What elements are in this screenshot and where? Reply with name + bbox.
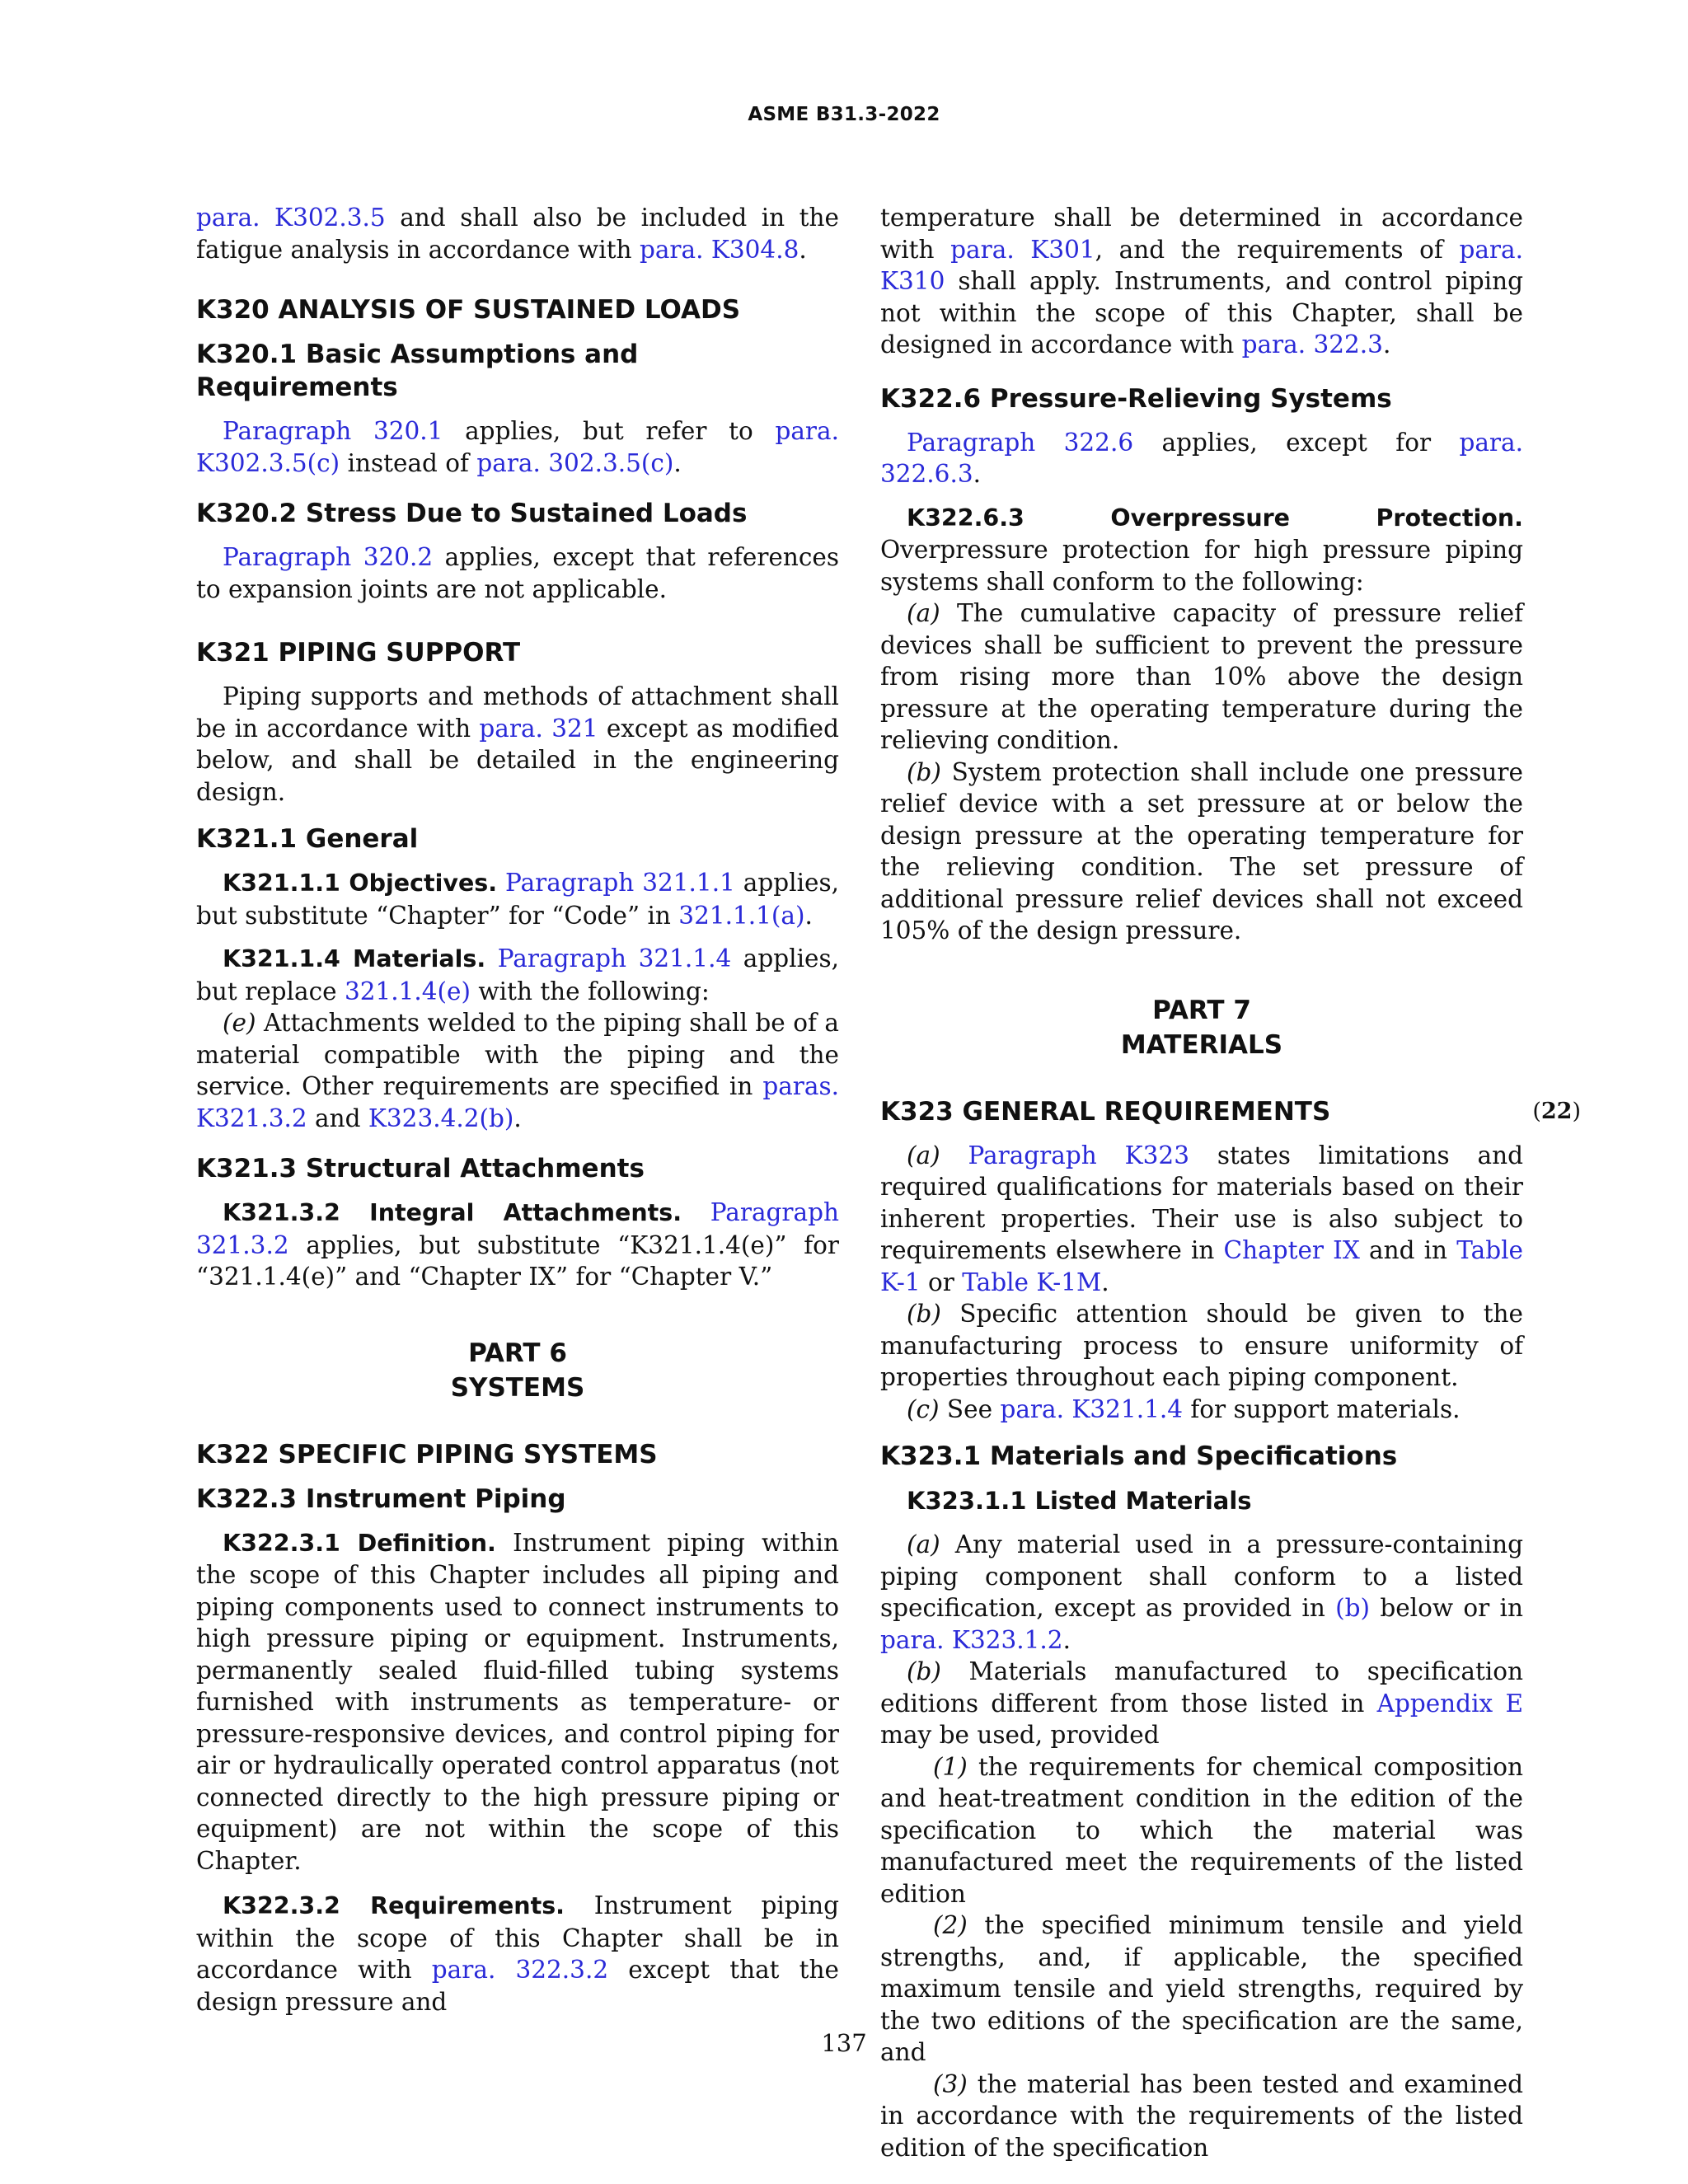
link-paragraph-k323[interactable]: Paragraph K323 [968, 1141, 1189, 1169]
heading-k322-3: K322.3 Instrument Piping [196, 1483, 566, 1514]
heading-k320-1: K320.1 Basic Assumptions and Requirements [196, 340, 639, 402]
heading-k321: K321 PIPING SUPPORT [196, 638, 521, 668]
paragraph-k322-6-3: K322.6.3 Overpressure Protection. Overpressure protection for high pressure piping systems shall conform to the following: [880, 504, 1523, 596]
link-para-k301[interactable]: para. K301 [950, 235, 1095, 264]
link-para-302-3-5c[interactable]: para. 302.3.5(c) [476, 448, 674, 477]
link-appendix-e[interactable]: Appendix E [1376, 1689, 1523, 1718]
link-para-k321-1-4[interactable]: para. K321.1.4 [1000, 1394, 1183, 1423]
link-paragraph-320-2[interactable]: Paragraph 320.2 [223, 543, 434, 571]
heading-k323-1: K323.1 Materials and Specifications [880, 1441, 1398, 1471]
link-paragraph-322-6[interactable]: Paragraph 322.6 [907, 428, 1134, 457]
paragraph-k323-1-1-a: (a) Any material used in a pressure-containing piping component shall conform to a listed specification, except as provided in (b) below or in para. K323.1.2. [880, 1530, 1523, 1654]
link-para-k304-8[interactable]: para. K304.8 [639, 235, 799, 264]
link-321-1-4e[interactable]: 321.1.4(e) [344, 977, 471, 1005]
link-para-k323-1-2[interactable]: para. K323.1.2 [880, 1625, 1063, 1654]
paragraph-k322-3-1: K322.3.1 Definition. Instrument piping within the scope of this Chapter includes all piping and piping components used to connect instruments to high pressure piping or equipment. Instruments, permanently sealed fluid-filled tubing systems furnished with instruments as temperature- or pressure-responsive devices, and control piping for air or hydraulically operated control apparatus (not connected directly to the high pressure piping or equipment) are not within the scope of this Chapter. [196, 1528, 839, 1875]
paragraph-k321-3-2: K321.3.2 Integral Attachments. Paragraph 321.3.2 applies, but substitute “K321.1.4(e)” for “321.1.4(e)” and “Chapter IX” for “Chapter V.” [196, 1198, 839, 1291]
running-header: ASME B31.3-2022 [748, 104, 940, 125]
heading-k321-1: K321.1 General [196, 824, 419, 854]
paragraph-k322-3-2: K322.3.2 Requirements. Instrument piping within the scope of this Chapter shall be in accordance with para. 322.3.2 except that the design pressure and [196, 1891, 839, 2016]
paragraph-k323-1-1-b: (b) Materials manufactured to specification editions different from those listed in Appendix E may be used, provided [880, 1657, 1523, 1749]
link-para-k302-3-5[interactable]: para. K302.3.5 [196, 204, 386, 232]
link-table-k-1m[interactable]: Table K-1M [962, 1268, 1102, 1296]
paragraph-k323-1-1-b-1: (1) the requirements for chemical composition and heat-treatment condition in the edition of the specification to which the material was manufactured meet the requirements of the listed edition [880, 1752, 1523, 1908]
link-paragraph-321-1-1[interactable]: Paragraph 321.1.1 [505, 869, 735, 897]
link-paragraph-321-3-2[interactable]: Paragraph 321.3.2 [196, 1198, 839, 1259]
heading-k323-1-1: K323.1.1 Listed Materials [907, 1487, 1252, 1515]
link-chapter-ix[interactable]: Chapter IX [1223, 1236, 1360, 1264]
link-para-322-3[interactable]: para. 322.3 [1241, 330, 1383, 359]
paragraph-k321: Piping supports and methods of attachment shall be in accordance with para. 321 except as modified below, and shall be detailed in the engineering design. [196, 682, 839, 806]
paragraph-k322-6-3-b: (b) System protection shall include one pressure relief device with a set pressure at or below the design pressure at the operating temperature for the relieving condition. The set pressure of additional pressure relief devices shall not exceed 105% of the design pressure. [880, 757, 1523, 944]
right-column [880, 202, 1581, 2163]
link-para-322-3-2[interactable]: para. 322.3.2 [431, 1956, 609, 1984]
continuation-paragraph: temperature shall be determined in accordance with para. K301, and the requirements of para. K310 shall apply. Instruments, and control piping not within the scope of this Chapter, shall be designed in accordance with para. 322.3. [880, 204, 1523, 359]
link-para-321[interactable]: para. 321 [479, 714, 598, 743]
link-para-322-6-3[interactable]: para. 322.6.3 [880, 428, 1523, 488]
link-321-1-1a[interactable]: 321.1.1(a) [678, 901, 805, 930]
link-paragraph-321-1-4[interactable]: Paragraph 321.1.4 [497, 944, 732, 972]
left-column [196, 202, 839, 2018]
paragraph-k321-1-4-e: (e) Attachments welded to the piping shall be of a material compatible with the piping and the service. Other requirements are specified in paras. K321.3.2 and K323.4.2(b). [196, 1009, 839, 1132]
paragraph-k323-1-1-b-3: (3) the material has been tested and examined in accordance with the requirements of the listed edition of the specification [880, 2069, 1523, 2162]
paragraph-k320-2: Paragraph 320.2 applies, except that references to expansion joints are not applicable. [196, 543, 839, 603]
paragraph-k322-6-3-a: (a) The cumulative capacity of pressure relief devices shall be sufficient to prevent the pressure from rising more than 10% above the design pressure at the operating temperature during the relieving condition. [880, 599, 1523, 754]
heading-k320-2: K320.2 Stress Due to Sustained Loads [196, 499, 748, 528]
paragraph-k321-1-4: K321.1.4 Materials. Paragraph 321.1.4 applies, but replace 321.1.4(e) with the following: [196, 944, 839, 1005]
link-para-k302-3-5c[interactable]: para. K302.3.5(c) [196, 417, 839, 477]
link-table-k-1[interactable]: Table K-1 [880, 1236, 1523, 1296]
link-paras-k321-3-2[interactable]: paras. K321.3.2 [196, 1072, 839, 1132]
revision-marker: (22) [1532, 1098, 1581, 1124]
link-para-k310[interactable]: para. K310 [880, 235, 1523, 295]
part-6-title: PART 6 SYSTEMS [450, 1338, 585, 1403]
heading-k321-3: K321.3 Structural Attachments [196, 1154, 645, 1183]
paragraph-k323-a: (a) Paragraph K323 states limitations and required qualifications for materials based on their inherent properties. Their use is also subject to requirements elsewhere in Chapter IX and in Table K-1 or Table K-1M. [880, 1141, 1523, 1296]
paragraph-k321-1-1: K321.1.1 Objectives. Paragraph 321.1.1 applies, but substitute “Chapter” for “Code” in 321.1.1(a). [196, 869, 840, 930]
heading-k320: K320 ANALYSIS OF SUSTAINED LOADS [196, 295, 741, 325]
paragraph-k323-1-1-b-2: (2) the specified minimum tensile and yield strengths, and, if applicable, the specified maximum tensile and yield strengths, required by the two editions of the specification are the same, and [880, 1911, 1523, 2066]
link-k323-4-2b[interactable]: K323.4.2(b) [368, 1104, 514, 1132]
paragraph-k323-c: (c) See para. K321.1.4 for support materials. [907, 1394, 1461, 1423]
part-7-title: PART 7 MATERIALS [1120, 995, 1283, 1060]
heading-k322-6: K322.6 Pressure-Relieving Systems [880, 383, 1392, 414]
heading-k322: K322 SPECIFIC PIPING SYSTEMS [196, 1439, 658, 1469]
link-paragraph-320-1[interactable]: Paragraph 320.1 [223, 417, 443, 445]
paragraph-k323-b: (b) Specific attention should be given to the manufacturing process to ensure uniformity of properties throughout each piping component. [880, 1300, 1523, 1391]
page-number: 137 [821, 2029, 867, 2057]
intro-paragraph: para. K302.3.5 and shall also be included in the fatigue analysis in accordance with para. K304.8. [196, 204, 839, 264]
heading-k323: K323 GENERAL REQUIREMENTS (22) [880, 1096, 1581, 1127]
paragraph-k320-1: Paragraph 320.1 applies, but refer to para. K302.3.5(c) instead of para. 302.3.5(c). [196, 417, 839, 477]
paragraph-k322-6: Paragraph 322.6 applies, except for para. 322.6.3. [880, 428, 1523, 488]
link-b[interactable]: (b) [1335, 1594, 1371, 1622]
